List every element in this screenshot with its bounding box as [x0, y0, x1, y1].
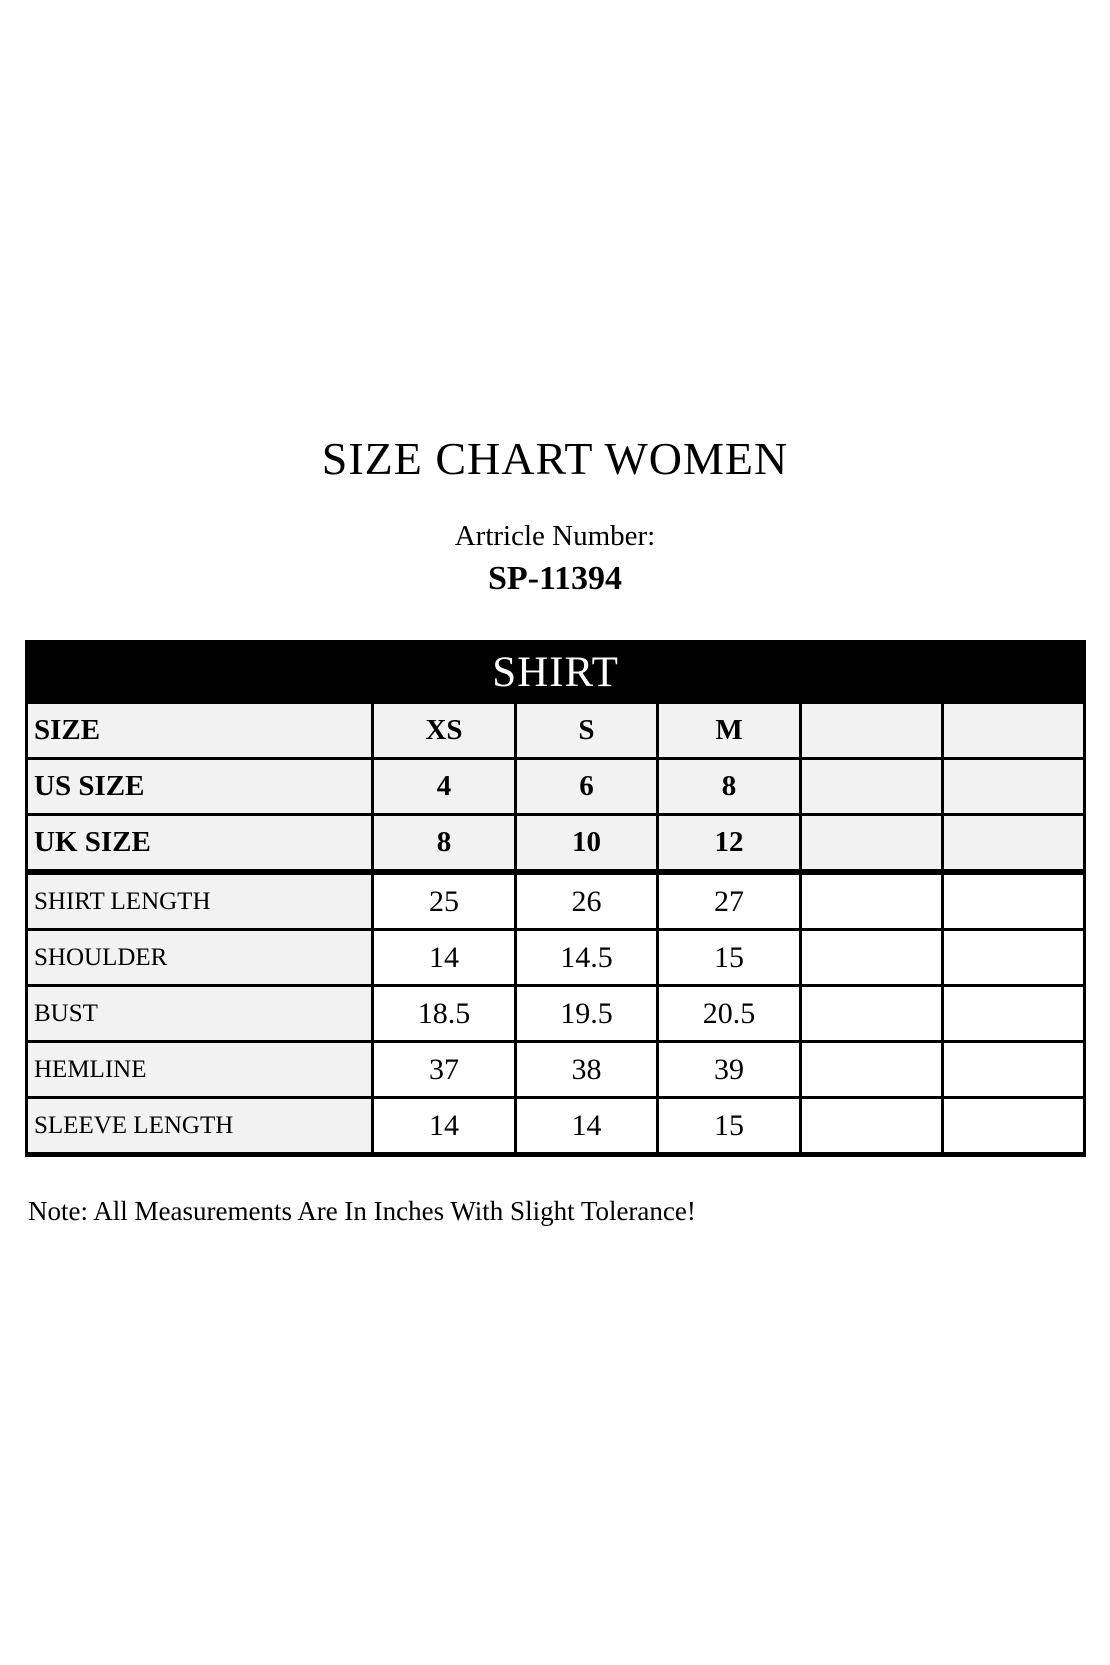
value-cell: [801, 986, 943, 1042]
size-cell: M: [658, 703, 801, 759]
table-title-row: [27, 642, 1085, 703]
row-label: SIZE: [27, 703, 373, 759]
size-cell: S: [516, 703, 658, 759]
table-row-shoulder: [27, 930, 1085, 986]
table-row-size: [27, 703, 1085, 759]
value-cell: [943, 1098, 1085, 1155]
table-row-hemline: [27, 1042, 1085, 1098]
row-label: SHOULDER: [27, 930, 373, 986]
row-label: HEMLINE: [27, 1042, 373, 1098]
row-label: BUST: [27, 986, 373, 1042]
table-title: SHIRT: [27, 642, 1085, 703]
value-cell: 18.5: [373, 986, 516, 1042]
value-cell: 6: [516, 759, 658, 815]
value-cell: [801, 1042, 943, 1098]
value-cell: 14: [373, 930, 516, 986]
value-cell: [801, 872, 943, 930]
measurement-note: Note: All Measurements Are In Inches With Slight Tolerance!: [28, 1196, 696, 1226]
value-cell: 39: [658, 1042, 801, 1098]
row-label: SHIRT LENGTH: [27, 872, 373, 930]
value-cell: [943, 872, 1085, 930]
value-cell: [801, 815, 943, 873]
row-label: UK SIZE: [27, 815, 373, 873]
value-cell: [801, 1098, 943, 1155]
size-chart-table: [25, 640, 1086, 1157]
value-cell: 15: [658, 1098, 801, 1155]
value-cell: [943, 815, 1085, 873]
value-cell: [801, 759, 943, 815]
value-cell: 19.5: [516, 986, 658, 1042]
article-number-label: Artricle Number:: [454, 520, 656, 552]
row-label: US SIZE: [27, 759, 373, 815]
value-cell: 8: [658, 759, 801, 815]
value-cell: 38: [516, 1042, 658, 1098]
table-row-us-size: [27, 759, 1085, 815]
value-cell: 10: [516, 815, 658, 873]
value-cell: 14.5: [516, 930, 658, 986]
value-cell: 15: [658, 930, 801, 986]
value-cell: 12: [658, 815, 801, 873]
table-row-bust: [27, 986, 1085, 1042]
value-cell: 37: [373, 1042, 516, 1098]
value-cell: [943, 1042, 1085, 1098]
value-cell: [943, 986, 1085, 1042]
value-cell: 4: [373, 759, 516, 815]
value-cell: 14: [373, 1098, 516, 1155]
value-cell: 26: [516, 872, 658, 930]
table-row-uk-size: [27, 815, 1085, 873]
table-row-shirt-length: [27, 872, 1085, 930]
value-cell: 20.5: [658, 986, 801, 1042]
value-cell: 8: [373, 815, 516, 873]
value-cell: [943, 759, 1085, 815]
value-cell: [943, 930, 1085, 986]
value-cell: 25: [373, 872, 516, 930]
value-cell: [801, 930, 943, 986]
article-number-value: SP-11394: [487, 560, 623, 597]
row-label: SLEEVE LENGTH: [27, 1098, 373, 1155]
size-cell: [943, 703, 1085, 759]
value-cell: 27: [658, 872, 801, 930]
table-row-sleeve-length: [27, 1098, 1085, 1155]
size-cell: [801, 703, 943, 759]
page-title: SIZE CHART WOMEN: [321, 433, 789, 484]
size-cell: XS: [373, 703, 516, 759]
value-cell: 14: [516, 1098, 658, 1155]
